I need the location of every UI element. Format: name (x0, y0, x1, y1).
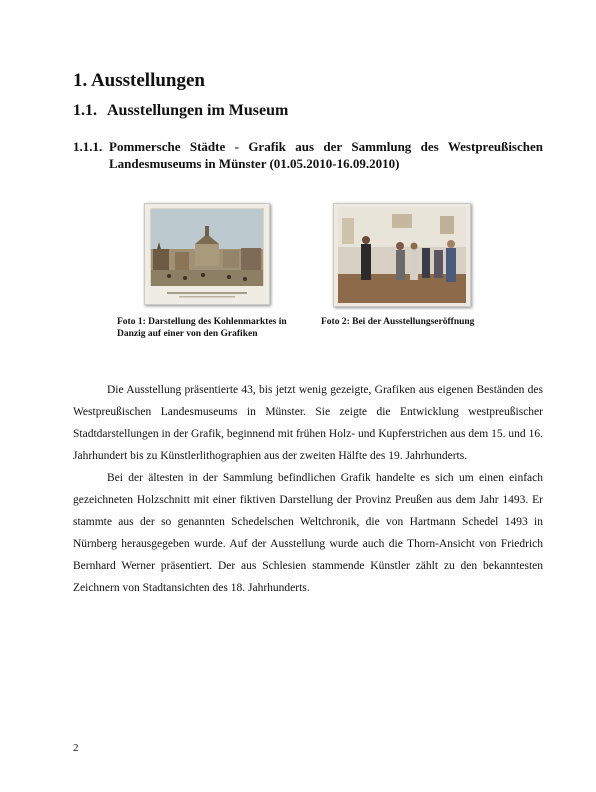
photo-kohlenmarkt-danzig (144, 203, 270, 305)
photo-kohlenmarkt-image (145, 204, 269, 304)
photo-caption-1: Foto 1: Darstellung des Kohlenmarktes in Danzig auf einer von den Grafiken (117, 317, 287, 339)
heading-level2-text: Ausstellungen im Museum (107, 102, 289, 119)
body-paragraph: Die Ausstellung präsentierte 43, bis jetzt wenig gezeigte, Grafiken aus eigenen Beständen des Westpreußischen Landesmuseums in Münster. Sie zeigte die Entwicklung westpreußischer Stadtdarstellungen in der Grafik, beginnend mit frühen Holz- und Kupferstrichen aus dem 15. und 16. Jahrhundert bis zu Künstlerlithographien aus der zweiten Hälfte des 19. Jahrhunderts. (73, 384, 543, 462)
photo-eroeffnung-image (334, 204, 470, 306)
heading-level2-number: 1.1. (73, 102, 97, 119)
heading-level3-number: 1.1.1. (73, 139, 103, 154)
page-number: 2 (73, 742, 79, 754)
heading-level3-text: Pommersche Städte - Grafik aus der Sammlung des Westpreußischen Landesmuseums in Münster (01.05.2010-16.09.2010) (109, 139, 543, 171)
heading-level2 (73, 102, 288, 120)
heading-level1: 1. Ausstellungen (73, 70, 205, 91)
photo-caption-2: Foto 2: Bei der Ausstellungseröffnung (321, 317, 475, 327)
heading-level3 (73, 138, 543, 172)
body-paragraph: Bei der ältesten in der Sammlung befindlichen Grafik handelte es sich um einen einfach gezeichneten Holzschnitt mit einer fiktiven Darstellung der Provinz Preußen aus dem Jahr 1493. Er stammte aus der so genannten Schedelschen Weltchronik, die von Hartmann Schedel 1493 in Nürnberg herausgegeben wurde. Auf der Ausstellung wurde auch die Thorn-Ansicht von Friedrich Bernhard Werner präsentiert. Der aus Schlesien stammende Künstler zählt zu den bekanntesten Zeichnern von Stadtansichten des 18. Jahrhunderts. (73, 472, 543, 594)
photo-ausstellungseroeffnung (333, 203, 471, 307)
